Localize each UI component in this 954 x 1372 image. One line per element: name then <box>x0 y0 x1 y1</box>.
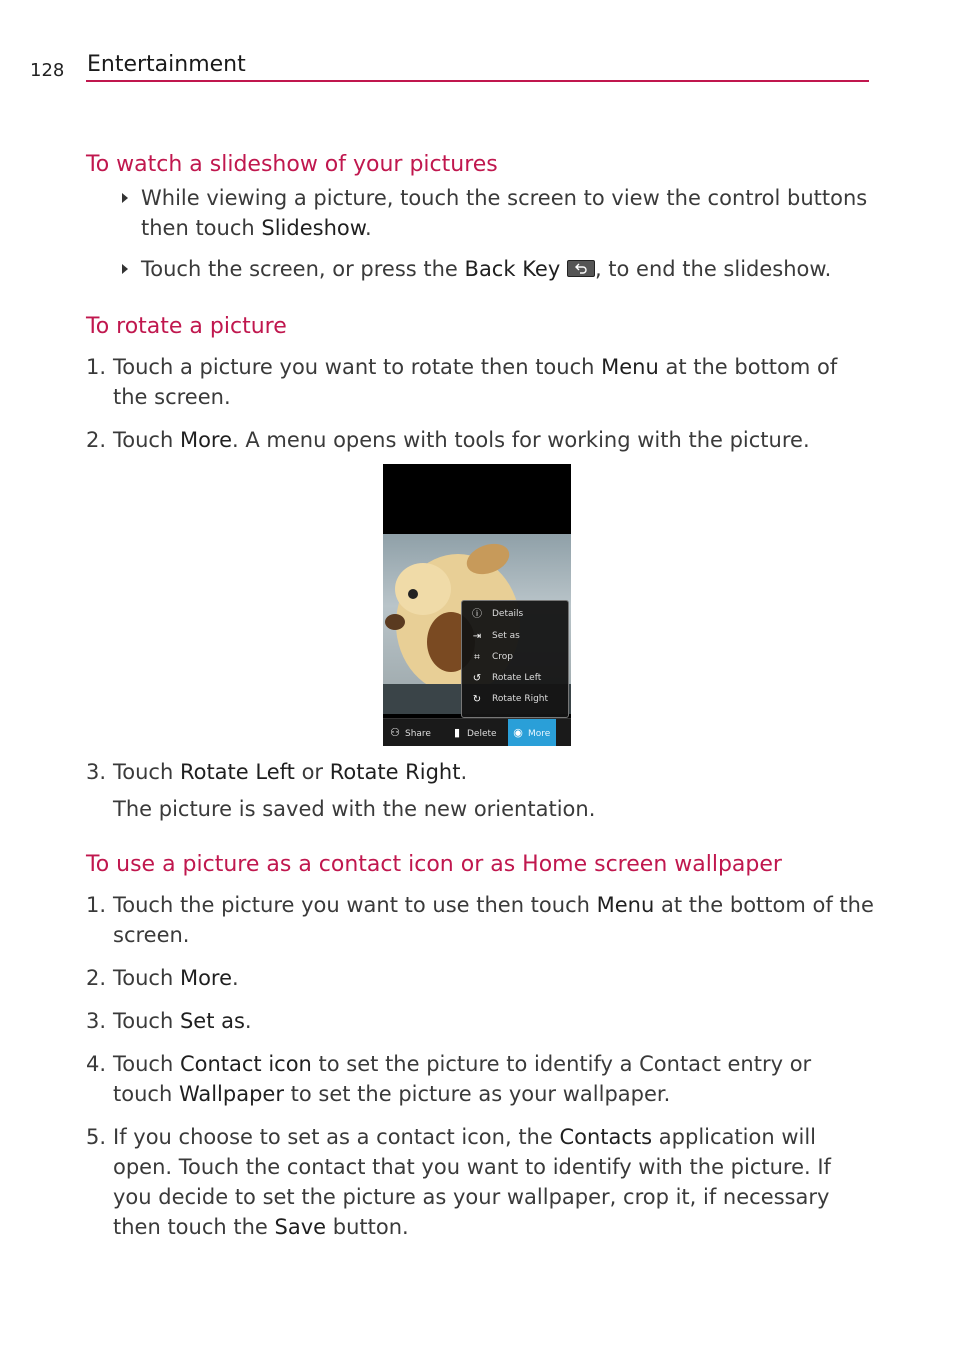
share-button[interactable]: ⚇ Share <box>389 719 431 746</box>
menu-item-set-as[interactable]: ⇥ Set as <box>472 631 520 642</box>
rotate-step-3: 3. Touch Rotate Left or Rotate Right. The picture is saved with the new orientation. <box>86 757 876 824</box>
phone-screenshot <box>383 464 571 746</box>
back-key-icon <box>567 260 595 277</box>
more-icon: ◉ <box>513 726 523 739</box>
wallpaper-step-4: 4. Touch Contact icon to set the picture to identify a Contact entry or touch Wallpaper to set the picture as your wallpaper. <box>86 1052 812 1106</box>
section-title: Entertainment <box>87 52 246 77</box>
rotate-right-icon: ↻ <box>472 694 482 705</box>
bullet-arrow-icon <box>122 264 128 274</box>
more-button[interactable]: ◉ More <box>508 719 556 746</box>
menu-item-rotate-left[interactable]: ↺ Rotate Left <box>472 673 542 684</box>
more-menu-popup <box>461 600 569 718</box>
set-as-icon: ⇥ <box>472 631 482 642</box>
wallpaper-step-1: 1. Touch the picture you want to use then touch Menu at the bottom of the screen. <box>86 893 874 947</box>
heading-rotate: To rotate a picture <box>86 314 287 339</box>
rotate-note: The picture is saved with the new orientation. <box>113 797 596 821</box>
trash-icon: ▮ <box>453 726 461 739</box>
heading-slideshow: To watch a slideshow of your pictures <box>86 152 498 177</box>
bullet-slideshow-2: Touch the screen, or press the Back Key , to end the slideshow. <box>118 254 878 284</box>
bullet-slideshow-1: While viewing a picture, touch the screen to view the control buttons then touch Slideshow. <box>118 183 878 243</box>
wallpaper-step-5: 5. If you choose to set as a contact icon, the Contacts application will open. Touch the contact that you want to identify with the picture. If you decide to set the picture as your wallpaper, crop it, if necessary then touch the Save button. <box>86 1125 831 1239</box>
share-icon: ⚇ <box>390 726 400 739</box>
info-icon: ⓘ <box>472 609 482 620</box>
rotate-left-icon: ↺ <box>472 673 482 684</box>
header-rule <box>86 80 869 82</box>
page-number: 128 <box>30 60 65 81</box>
rotate-step-1: 1. Touch a picture you want to rotate then touch Menu at the bottom of the screen. <box>86 355 838 409</box>
menu-item-crop[interactable]: ⌗ Crop <box>468 647 564 668</box>
crop-icon: ⌗ <box>474 652 480 663</box>
bullet-arrow-icon <box>122 193 128 203</box>
wallpaper-step-2: 2. Touch More. <box>86 966 239 990</box>
menu-item-details[interactable]: ⓘ Details <box>472 609 524 620</box>
wallpaper-step-3: 3. Touch Set as. <box>86 1009 252 1033</box>
heading-wallpaper: To use a picture as a contact icon or as Home screen wallpaper <box>86 852 782 877</box>
bottom-action-bar <box>383 718 571 746</box>
rotate-step-2: 2. Touch More. A menu opens with tools for working with the picture. <box>86 428 810 452</box>
delete-button[interactable]: ▮ Delete <box>451 719 497 746</box>
menu-item-rotate-right[interactable]: ↻ Rotate Right <box>472 694 549 705</box>
